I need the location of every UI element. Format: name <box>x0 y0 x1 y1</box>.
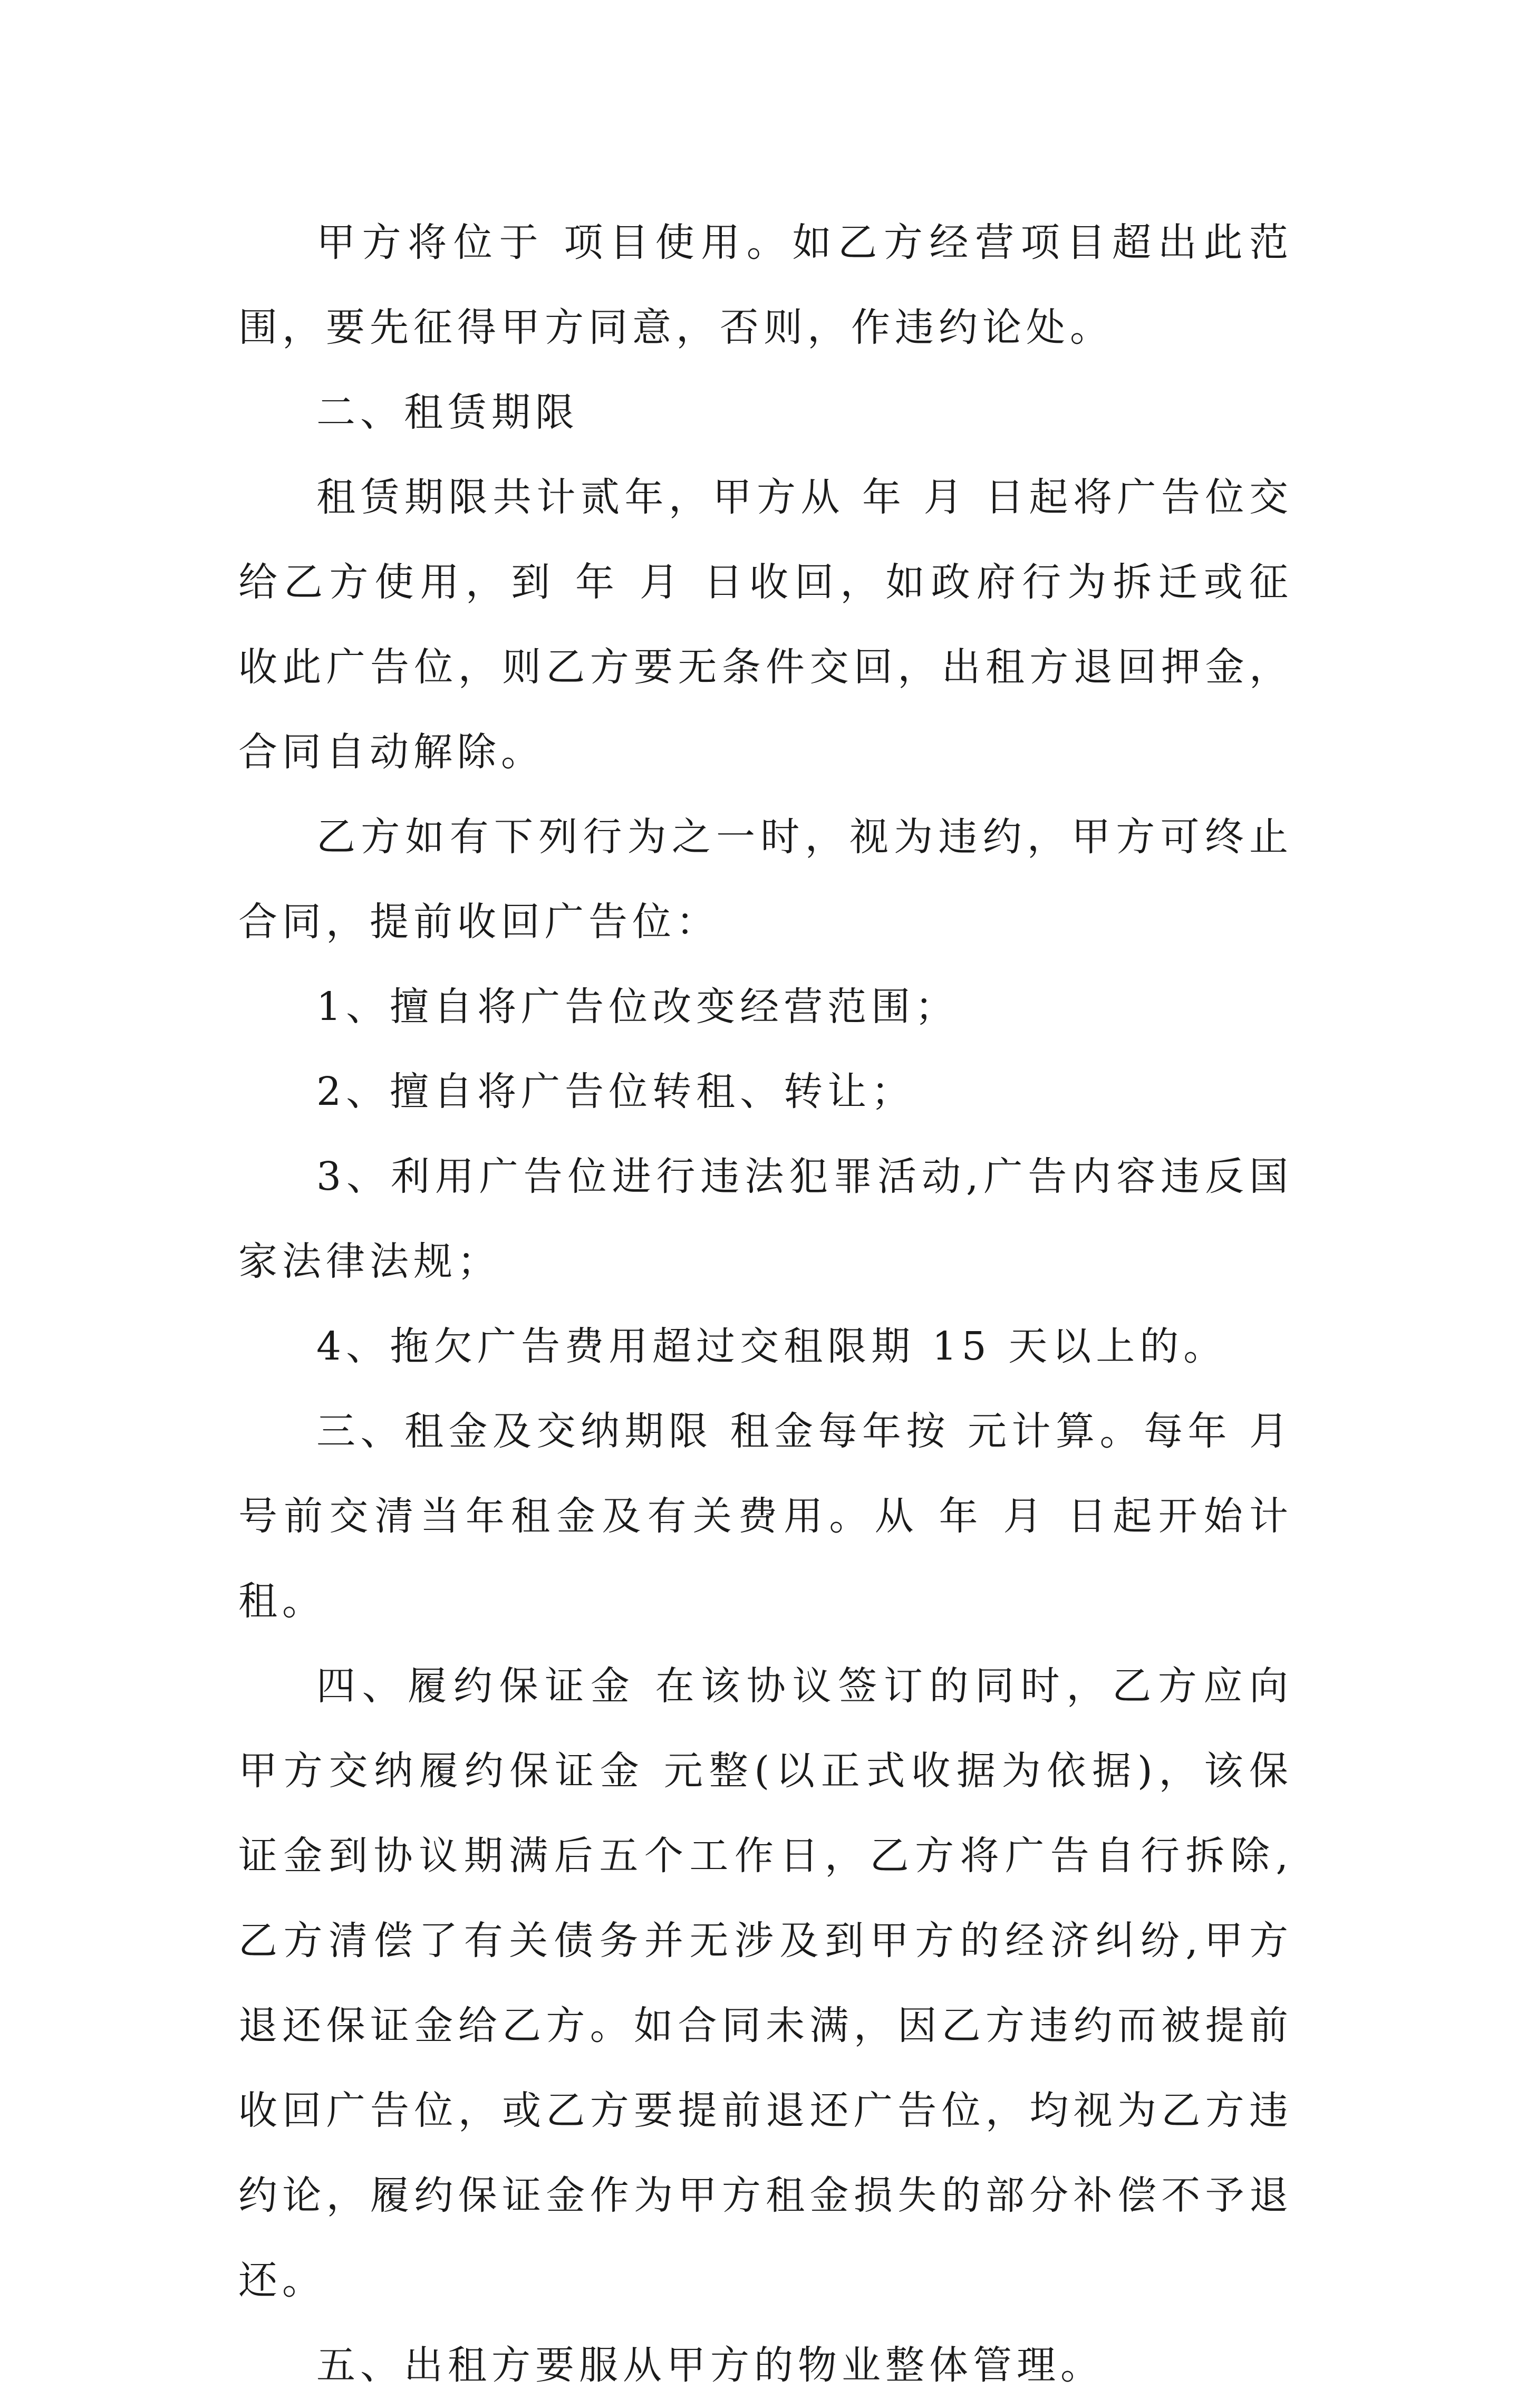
heading-lease-term: 二、租赁期限 <box>316 390 579 435</box>
list-item-breach-3: 3、利用广告位进行违法犯罪活动,广告内容违反国家法律法规； <box>238 1154 1293 1284</box>
paragraph-performance-bond: 四、履约保证金 在该协议签订的同时，乙方应向甲方交纳履约保证金 元整(以正式收据为依据)，该保证金到协议期满后五个工作日，乙方将广告自行拆除,乙方清偿了有关债务并无涉及到甲方的经济纠纷,甲方退还保证金给乙方。如合同未满，因乙方违约而被提前收回广告位，或乙方要提前退还广告位，均视为乙方违约论，履约保证金作为甲方租金损失的部分补偿不予退还。 <box>238 1663 1293 2303</box>
paragraph-breach-conditions: 乙方如有下列行为之一时，视为违约，甲方可终止合同，提前收回广告位： <box>238 814 1293 945</box>
paragraph-property-management: 五、出租方要服从甲方的物业整体管理。 <box>316 2343 1104 2388</box>
list-item-breach-1: 1、擅自将广告位改变经营范围； <box>316 984 959 1029</box>
list-item-breach-2: 2、擅自将广告位转租、转让； <box>316 1069 915 1114</box>
document-body <box>238 200 1293 2408</box>
paragraph-lease-term: 租赁期限共计贰年，甲方从 年 月 日起将广告位交给乙方使用，到 年 月 日收回，如政府行为拆迁或征收此广告位，则乙方要无条件交回，出租方退回押金，合同自动解除。 <box>238 475 1293 775</box>
paragraph-usage-scope: 甲方将位于 项目使用。如乙方经营项目超出此范围，要先征得甲方同意，否则，作违约论处。 <box>238 220 1293 350</box>
list-item-breach-4: 4、拖欠广告费用超过交租限期 15 天以上的。 <box>316 1324 1228 1369</box>
paragraph-rent-payment: 三、租金及交纳期限 租金每年按 元计算。每年 月 号前交清当年租金及有关费用。从 年 月 日起开始计租。 <box>238 1409 1293 1624</box>
